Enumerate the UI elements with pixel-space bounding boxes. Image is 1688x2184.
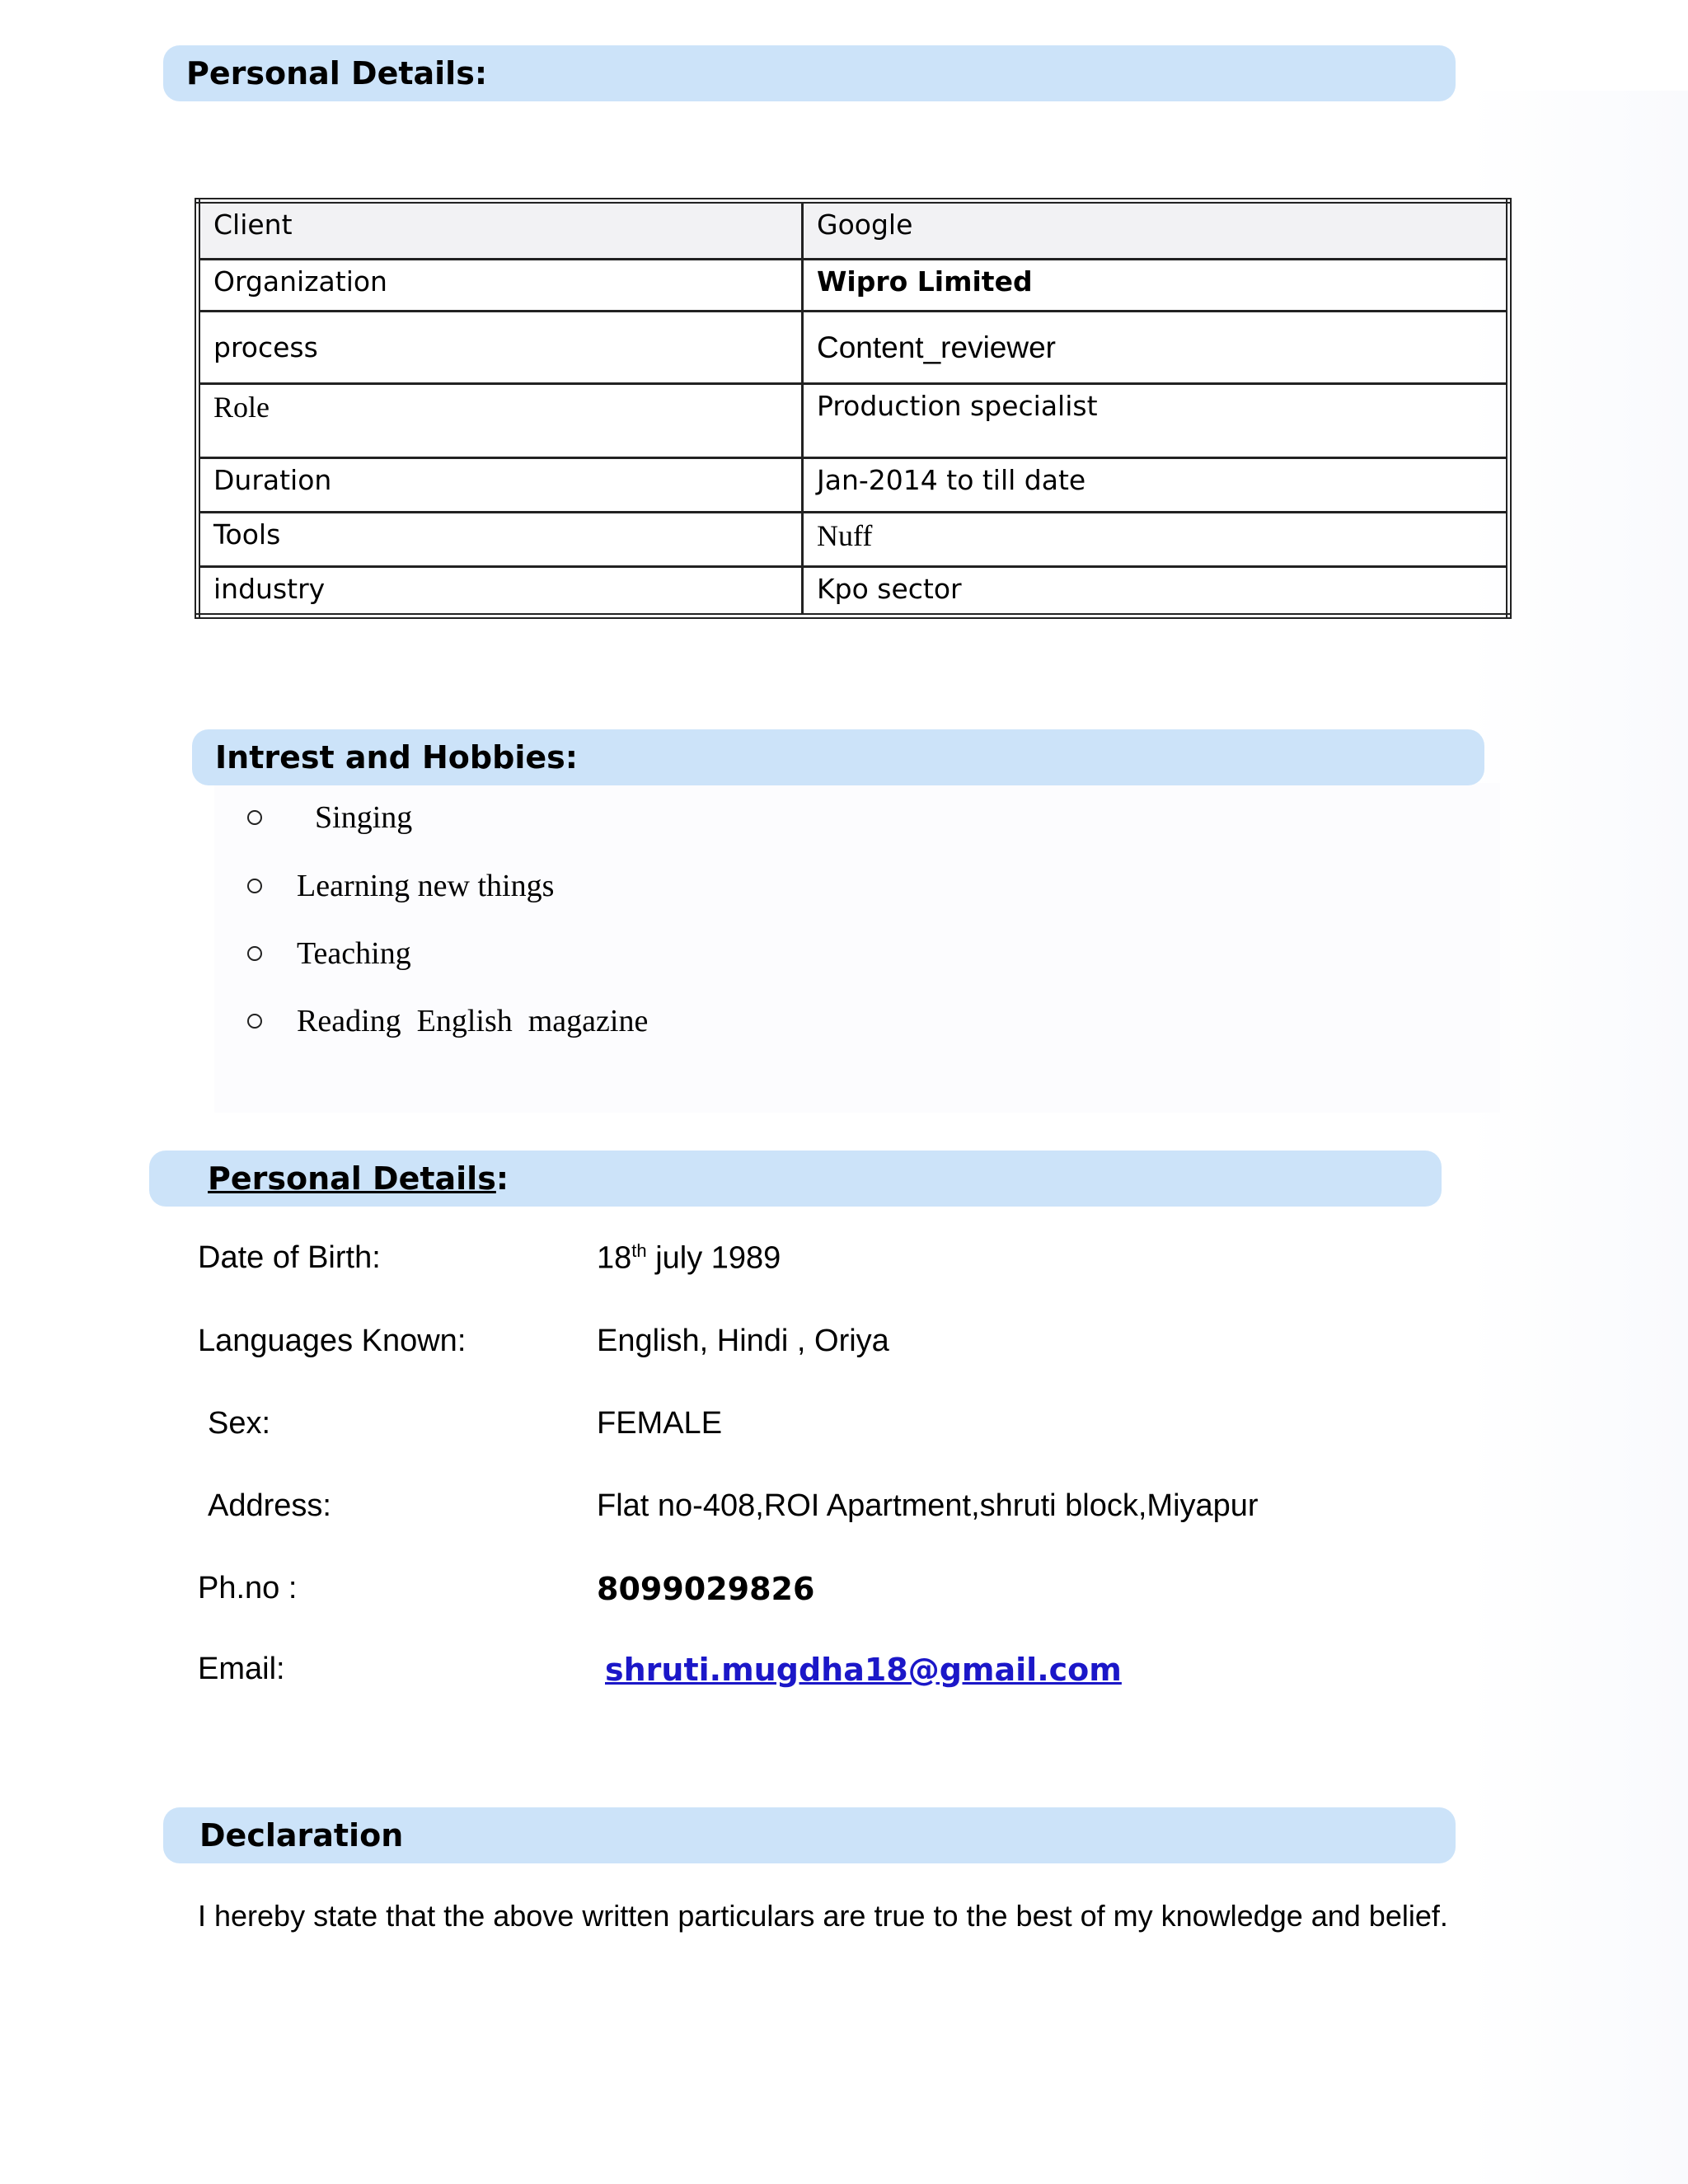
table-cell-label: Client [198, 201, 803, 260]
table-row [198, 260, 1509, 312]
table-cell-label: Duration [198, 458, 803, 513]
section-title: Personal Details [208, 1160, 496, 1197]
bullet-circle-icon [247, 879, 262, 893]
dob-row [198, 1240, 781, 1277]
table-cell-label: Organization [198, 260, 803, 312]
table-cell-value: Production specialist [803, 384, 1509, 458]
table-cell-value: Wipro Limited [803, 260, 1509, 312]
section-title: Declaration [199, 1817, 404, 1854]
sex-row [198, 1406, 722, 1441]
table-cell-value: Kpo sector [803, 567, 1509, 616]
section-title: Intrest and Hobbies: [215, 739, 578, 776]
languages-value: English, Hindi , Oriya [597, 1324, 889, 1358]
address-value: Flat no-408,ROI Apartment,shruti block,Miyapur [597, 1488, 1259, 1523]
section-header-personal-details [163, 45, 1456, 101]
sex-value: FEMALE [597, 1406, 723, 1441]
email-link[interactable]: shruti.mugdha18@gmail.com [605, 1652, 1122, 1688]
list-item: Singing [247, 799, 412, 836]
phone-row [198, 1571, 814, 1607]
work-details-table [195, 198, 1512, 619]
sex-label: Sex: [208, 1406, 271, 1441]
table-row [198, 513, 1509, 567]
section-header-hobbies [192, 729, 1484, 785]
bullet-circle-icon [247, 810, 262, 825]
section-header-declaration [163, 1807, 1456, 1863]
address-row [198, 1488, 1259, 1524]
email-label: Email: [198, 1652, 285, 1686]
section-header-personal-details-2: Personal Details : [149, 1151, 1442, 1207]
phone-label: Ph.no : [198, 1571, 298, 1605]
languages-row [198, 1324, 889, 1359]
table-cell-label: industry [198, 567, 803, 616]
table-cell-value: Jan-2014 to till date [803, 458, 1509, 513]
dob-label: Date of Birth: [198, 1240, 381, 1275]
table-row [198, 384, 1509, 458]
bullet-circle-icon [247, 1014, 262, 1029]
table-row [198, 312, 1509, 384]
list-item: Reading English magazine [247, 1003, 648, 1039]
email-row [198, 1652, 1122, 1688]
table-row [198, 458, 1509, 513]
table-cell-value: Google [803, 201, 1509, 260]
address-label: Address: [208, 1488, 331, 1523]
section-title: Personal Details: [186, 55, 488, 91]
table-cell-label: Role [198, 384, 803, 458]
dob-value: 18th july 1989 [597, 1240, 781, 1276]
table-cell-value: Nuff [803, 513, 1509, 567]
table-cell-label: process [198, 312, 803, 384]
languages-label: Languages Known: [198, 1324, 467, 1358]
declaration-text: I hereby state that the above written particulars are true to the best of my knowledge and belief. [198, 1899, 1448, 1933]
table-cell-label: Tools [198, 513, 803, 567]
list-item: Learning new things [247, 868, 554, 904]
list-item: Teaching [247, 935, 411, 972]
table-row [198, 201, 1509, 260]
phone-value: 8099029826 [597, 1571, 815, 1607]
table-row [198, 567, 1509, 616]
bullet-circle-icon [247, 946, 262, 961]
table-cell-value: Content_reviewer [803, 312, 1509, 384]
